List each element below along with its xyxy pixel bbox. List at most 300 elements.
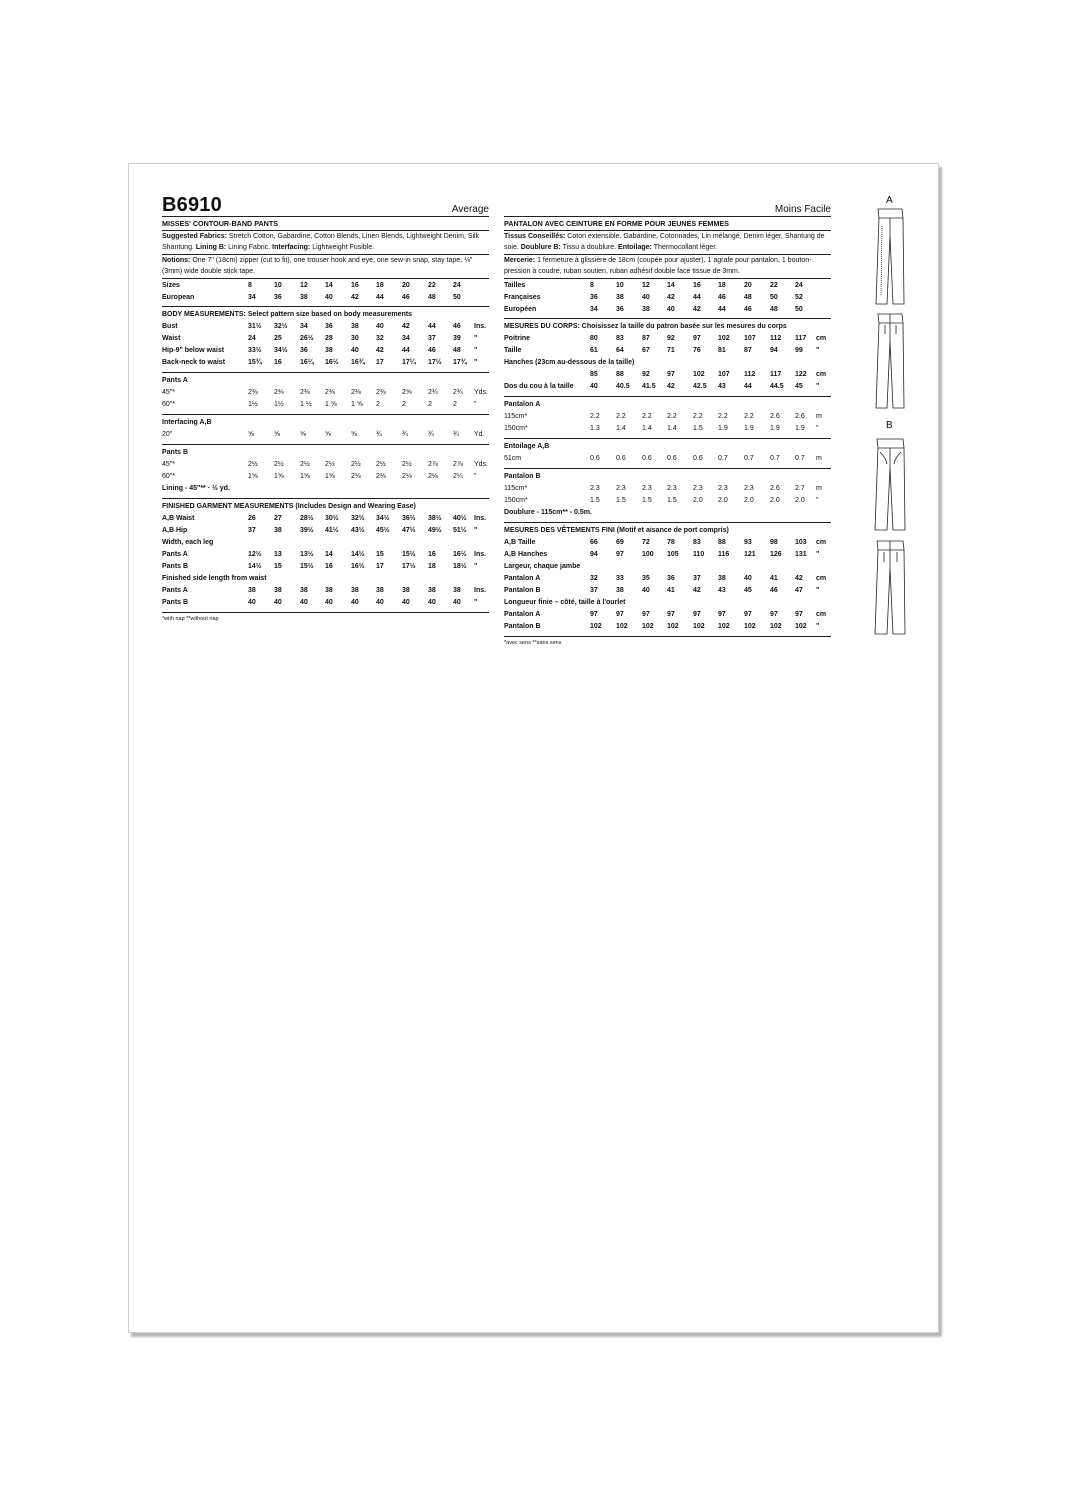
- fabrics-label: Suggested Fabrics:: [162, 233, 227, 240]
- table-cell: 2.2: [616, 413, 626, 420]
- table-row: [504, 333, 831, 345]
- table-cell: 42: [667, 383, 675, 390]
- table-cell: 46: [744, 306, 752, 313]
- unit-label: cm: [816, 611, 827, 618]
- table-cell: 36: [325, 323, 333, 330]
- table-cell: 97: [744, 611, 752, 618]
- table-cell: 1.5: [642, 497, 652, 504]
- table-cell: 97: [693, 611, 701, 618]
- table-cell: 2⅜: [248, 389, 258, 396]
- table-cell: 97: [590, 611, 598, 618]
- table-cell: 87: [642, 335, 650, 342]
- table-cell: 92: [642, 371, 650, 378]
- table-cell: 2¾: [428, 389, 438, 396]
- table-cell: 28: [325, 335, 333, 342]
- table-cell: 2⅝: [402, 389, 412, 396]
- row-label: Waist: [162, 335, 181, 342]
- interfacing-label: Interfacing:: [272, 244, 311, 251]
- unit-label: ": [474, 599, 478, 606]
- table-cell: 2⅞: [453, 461, 463, 468]
- table-row: [504, 609, 831, 621]
- table-cell: 43: [718, 587, 726, 594]
- row-label: European: [162, 294, 195, 301]
- table-cell: 37: [590, 587, 598, 594]
- table-cell: ⅝: [248, 431, 254, 438]
- french-sizes-row: [504, 292, 831, 304]
- table-cell: 32: [590, 575, 598, 582]
- table-cell: 40: [325, 294, 333, 301]
- table-cell: 97: [642, 611, 650, 618]
- table-cell: 102: [693, 371, 705, 378]
- table-row: [504, 537, 831, 549]
- table-cell: 2.0: [770, 497, 780, 504]
- table-cell: 76: [693, 347, 701, 354]
- yardage-section: [162, 373, 489, 499]
- table-row: [162, 513, 489, 525]
- table-cell: 2½: [274, 461, 284, 468]
- table-cell: 1.4: [616, 425, 626, 432]
- yardage-section: [504, 397, 831, 523]
- footnote: *with nap **without nap: [162, 616, 219, 622]
- table-cell: 44: [744, 383, 752, 390]
- yardage-group: [504, 469, 831, 523]
- table-cell: 2⅜: [325, 389, 335, 396]
- table-cell: 10: [616, 282, 624, 289]
- european-row: [504, 304, 831, 316]
- table-cell: 10: [274, 282, 282, 289]
- table-cell: 14: [325, 282, 333, 289]
- unit-label: ": [816, 425, 819, 432]
- table-cell: 14½: [248, 563, 262, 570]
- row-label: 115cm*: [504, 485, 528, 492]
- pattern-title: PANTALON AVEC CEINTURE EN FORME POUR JEUNES FEMMES: [504, 219, 831, 231]
- unit-label: Yds.: [474, 389, 489, 396]
- table-cell: 17½: [402, 563, 416, 570]
- header: [504, 164, 831, 217]
- table-row: [162, 345, 489, 357]
- row-label: Taille: [504, 347, 522, 354]
- table-cell: 35: [642, 575, 650, 582]
- row-label: Dos du cou à la taille: [504, 383, 574, 390]
- table-cell: 48: [453, 347, 461, 354]
- table-cell: 42.5: [693, 383, 707, 390]
- subheading: Longueur finie – côté, taille à l'ourlet: [504, 599, 626, 606]
- row-label: Pants B: [162, 599, 189, 606]
- row-label: Pants A: [162, 551, 188, 558]
- table-row: [162, 597, 489, 609]
- table-cell: 2⅛: [376, 473, 386, 480]
- unit-label: Ins.: [474, 515, 487, 522]
- unit-label: ": [474, 563, 478, 570]
- table-cell: 38: [274, 527, 282, 534]
- table-row: [162, 471, 489, 483]
- table-cell: 37: [248, 527, 256, 534]
- subheading: Finished side length from waist: [162, 575, 267, 582]
- table-cell: 50: [795, 306, 803, 313]
- table-cell: 44: [402, 347, 410, 354]
- row-label: Sizes: [162, 282, 180, 289]
- sizes-row: [162, 280, 489, 292]
- table-cell: 102: [718, 335, 730, 342]
- row-label: Françaises: [504, 294, 541, 301]
- table-cell: 16: [274, 359, 282, 366]
- table-cell: 2½: [248, 461, 258, 468]
- table-cell: 36: [590, 294, 598, 301]
- table-cell: 30: [351, 335, 359, 342]
- table-cell: 40: [376, 323, 384, 330]
- table-cell: 15½: [402, 551, 416, 558]
- unit-label: Ins.: [474, 551, 487, 558]
- unit-label: ": [816, 347, 820, 354]
- table-cell: 37: [693, 575, 701, 582]
- table-cell: 17: [376, 563, 384, 570]
- table-cell: 131: [795, 551, 807, 558]
- table-cell: 105: [667, 551, 679, 558]
- table-cell: 15½: [300, 563, 314, 570]
- table-cell: 46: [770, 587, 778, 594]
- table-cell: 22: [770, 282, 778, 289]
- table-cell: 0.6: [616, 455, 626, 462]
- table-cell: 0.7: [770, 455, 780, 462]
- subheading: Pantalon A: [504, 401, 541, 408]
- table-row: [162, 321, 489, 333]
- table-cell: 102: [718, 623, 730, 630]
- table-cell: 24: [795, 282, 803, 289]
- row-label: A,B Waist: [162, 515, 195, 522]
- table-cell: 126: [770, 551, 782, 558]
- table-cell: 2⅞: [428, 461, 438, 468]
- table-row: [162, 525, 489, 537]
- yardage-group: [504, 439, 831, 469]
- difficulty-level: Moins Facile: [774, 204, 831, 215]
- table-cell: 16: [693, 282, 701, 289]
- table-cell: 97: [616, 611, 624, 618]
- table-cell: 71: [667, 347, 675, 354]
- table-row: [504, 573, 831, 585]
- row-label: 20": [162, 431, 173, 438]
- body-measurements: [504, 319, 831, 397]
- subheading: Pants B: [162, 449, 189, 456]
- table-cell: 0.7: [795, 455, 805, 462]
- table-cell: 112: [770, 335, 782, 342]
- table-cell: 38: [428, 587, 436, 594]
- yardage-group: [504, 397, 831, 439]
- table-cell: 16½: [325, 359, 339, 366]
- table-cell: 2.3: [718, 485, 728, 492]
- lining-text: Lining Fabric.: [228, 244, 271, 251]
- table-cell: 1.5: [590, 497, 600, 504]
- table-cell: 14: [667, 282, 675, 289]
- table-cell: 40: [453, 599, 461, 606]
- table-cell: 16½: [351, 563, 365, 570]
- unit-label: m: [816, 485, 822, 492]
- table-cell: 40: [325, 599, 333, 606]
- table-cell: 2.3: [744, 485, 754, 492]
- table-cell: 41.5: [642, 383, 656, 390]
- table-cell: ¾: [376, 431, 382, 438]
- table-row: [504, 495, 831, 507]
- table-cell: 1⅝: [325, 473, 335, 480]
- table-cell: 38: [325, 347, 333, 354]
- finished-measurements: [162, 499, 489, 613]
- table-cell: 2.3: [667, 485, 677, 492]
- table-cell: 2: [376, 401, 380, 408]
- subheading: Largeur, chaque jambe: [504, 563, 581, 570]
- row-label: A,B Hanches: [504, 551, 548, 558]
- table-cell: 1.9: [718, 425, 728, 432]
- table-cell: 27: [274, 515, 282, 522]
- lining-label: Lining B:: [195, 244, 227, 251]
- table-cell: 2.2: [744, 413, 754, 420]
- table-cell: 2.3: [616, 485, 626, 492]
- table-cell: 38: [300, 587, 308, 594]
- table-cell: 2.6: [770, 413, 780, 420]
- unit-label: cm: [816, 539, 827, 546]
- table-cell: 2⅛: [402, 473, 412, 480]
- table-cell: 2⅜: [351, 389, 361, 396]
- table-cell: 18: [376, 282, 384, 289]
- table-cell: 2½: [351, 461, 361, 468]
- subheading: Interfacing A,B: [162, 419, 212, 426]
- table-cell: 15¾: [248, 359, 262, 366]
- table-cell: 83: [693, 539, 701, 546]
- body-rows: [162, 321, 489, 369]
- table-row: [504, 345, 831, 357]
- table-cell: 102: [667, 623, 679, 630]
- table-row: [504, 453, 831, 465]
- table-cell: 61: [590, 347, 598, 354]
- table-cell: 25: [274, 335, 282, 342]
- difficulty-level: Average: [451, 204, 489, 215]
- table-cell: 1.9: [795, 425, 805, 432]
- unit-label: ": [474, 359, 478, 366]
- row-label: Pantalon A: [504, 575, 541, 582]
- table-cell: 52: [795, 294, 803, 301]
- technical-drawings: [866, 196, 916, 646]
- notions-text: One 7" (18cm) zipper (cut to fit), one trouser hook and eye, one sew-in snap, stay tape, ⅛" (3mm) wide double stick tape.: [162, 257, 473, 275]
- table-cell: 28½: [300, 515, 314, 522]
- yardage-group: [162, 445, 489, 499]
- table-cell: 36: [667, 575, 675, 582]
- table-cell: 100: [642, 551, 654, 558]
- table-cell: 40: [428, 599, 436, 606]
- table-cell: 81: [718, 347, 726, 354]
- table-cell: 48: [770, 306, 778, 313]
- unit-label: ": [816, 383, 820, 390]
- table-cell: 34: [248, 294, 256, 301]
- table-cell: 94: [590, 551, 598, 558]
- table-cell: 87: [744, 347, 752, 354]
- view-b-front-drawing: [875, 439, 905, 530]
- table-cell: 39½: [300, 527, 314, 534]
- size-table: [504, 279, 831, 319]
- table-cell: 26: [248, 515, 256, 522]
- table-cell: 1.5: [616, 497, 626, 504]
- row-label: Européen: [504, 306, 537, 313]
- subheading: Entoilage A,B: [504, 443, 550, 450]
- row-label: 60"*: [162, 473, 175, 480]
- view-a-front-drawing: [876, 209, 904, 304]
- table-cell: 16: [428, 551, 436, 558]
- table-cell: 40: [351, 599, 359, 606]
- table-cell: 0.6: [642, 455, 652, 462]
- table-cell: 38: [325, 587, 333, 594]
- table-cell: 112: [744, 371, 756, 378]
- table-cell: 2.6: [770, 485, 780, 492]
- table-cell: 2.3: [693, 485, 703, 492]
- table-cell: 97: [667, 371, 675, 378]
- table-cell: 44: [718, 306, 726, 313]
- view-a-back-drawing: [876, 314, 904, 408]
- unit-label: cm: [816, 335, 827, 342]
- table-cell: 20: [744, 282, 752, 289]
- table-cell: 38: [300, 294, 308, 301]
- table-cell: 85: [590, 371, 598, 378]
- table-cell: 102: [616, 623, 628, 630]
- row-label: Back-neck to waist: [162, 359, 226, 366]
- table-cell: 72: [642, 539, 650, 546]
- table-cell: 1⅝: [300, 473, 310, 480]
- table-cell: 16¼: [300, 359, 314, 366]
- table-cell: 16: [351, 282, 359, 289]
- table-cell: 2.3: [590, 485, 600, 492]
- table-cell: 40: [642, 587, 650, 594]
- table-cell: 92: [667, 335, 675, 342]
- table-cell: 45½: [376, 527, 390, 534]
- table-cell: 1 ½: [300, 401, 312, 408]
- fabrics-paragraph: [504, 231, 831, 255]
- table-cell: 0.6: [693, 455, 703, 462]
- unit-label: ": [816, 623, 820, 630]
- table-cell: 1 ⅝: [351, 401, 363, 408]
- body-measurements-heading: MESURES DU CORPS: Choisissez la taille du patron basée sur les mesures du corps: [504, 323, 787, 330]
- table-row: [162, 399, 489, 411]
- notions-label: Mercerie:: [504, 257, 536, 264]
- table-cell: 97: [718, 611, 726, 618]
- table-cell: 107: [718, 371, 730, 378]
- table-cell: 67: [642, 347, 650, 354]
- table-cell: 97: [795, 611, 803, 618]
- table-cell: 46: [402, 294, 410, 301]
- lining-yardage-note: Lining - 45"** · ½ yd.: [162, 485, 230, 492]
- table-cell: 41: [770, 575, 778, 582]
- table-row: [162, 429, 489, 441]
- table-cell: 51½: [453, 527, 467, 534]
- notions-paragraph: [504, 255, 831, 279]
- table-cell: 44: [376, 294, 384, 301]
- table-cell: 40: [351, 347, 359, 354]
- header: [162, 164, 489, 217]
- table-cell: 2⅜: [274, 389, 284, 396]
- table-cell: 102: [642, 623, 654, 630]
- row-label: Pants B: [162, 563, 189, 570]
- table-cell: 97: [667, 611, 675, 618]
- table-cell: 1.3: [590, 425, 600, 432]
- table-cell: 2.0: [795, 497, 805, 504]
- row-label: Pants A: [162, 587, 188, 594]
- unit-label: ": [474, 347, 478, 354]
- table-cell: 48: [744, 294, 752, 301]
- table-cell: 1.4: [667, 425, 677, 432]
- yardage-group: [162, 415, 489, 445]
- table-cell: ¾: [453, 431, 459, 438]
- table-cell: 102: [693, 623, 705, 630]
- unit-label: ": [474, 401, 477, 408]
- table-cell: 13½: [300, 551, 314, 558]
- table-cell: 102: [795, 623, 807, 630]
- table-cell: 39: [453, 335, 461, 342]
- table-cell: 14: [325, 551, 333, 558]
- table-cell: 2: [428, 401, 432, 408]
- table-cell: 110: [693, 551, 705, 558]
- unit-label: ": [474, 335, 478, 342]
- table-cell: 47½: [402, 527, 416, 534]
- table-cell: 42: [402, 323, 410, 330]
- table-cell: ⅝: [351, 431, 357, 438]
- row-label: Poitrine: [504, 335, 531, 342]
- table-cell: 78: [667, 539, 675, 546]
- table-cell: 2⅛: [428, 473, 438, 480]
- table-cell: 33: [616, 575, 624, 582]
- table-row: [162, 561, 489, 573]
- table-cell: 36½: [402, 515, 416, 522]
- table-row: [162, 387, 489, 399]
- table-cell: 40: [376, 599, 384, 606]
- table-cell: 16: [325, 563, 333, 570]
- table-cell: 0.6: [667, 455, 677, 462]
- table-cell: 102: [744, 623, 756, 630]
- table-cell: 20: [402, 282, 410, 289]
- table-cell: 17¼: [402, 359, 416, 366]
- table-cell: 40: [248, 599, 256, 606]
- table-cell: 1 ⅝: [325, 401, 337, 408]
- table-cell: 1⅝: [248, 473, 258, 480]
- table-cell: 2.7: [795, 485, 805, 492]
- table-cell: 2.6: [795, 413, 805, 420]
- row-label: 115cm*: [504, 413, 528, 420]
- table-cell: ⅝: [274, 431, 280, 438]
- table-cell: 18: [428, 563, 436, 570]
- table-cell: 2.2: [590, 413, 600, 420]
- row-label: 60"*: [162, 401, 175, 408]
- table-cell: 2⅛: [351, 473, 361, 480]
- lining-yardage-note: Doublure - 115cm** - 0.5m.: [504, 509, 592, 516]
- table-row: [162, 333, 489, 345]
- table-cell: 17¾: [453, 359, 467, 366]
- view-b-back-drawing: [875, 541, 905, 634]
- table-cell: 32½: [351, 515, 365, 522]
- fabrics-text: Coton extensible, Gabardine, Cotonnades, Lin mélangé, Denim léger, Shantung de soie.: [504, 233, 825, 251]
- table-cell: 0.6: [590, 455, 600, 462]
- unit-label: Ins.: [474, 587, 487, 594]
- row-label: Pantalon A: [504, 611, 541, 618]
- pattern-number: B6910: [162, 194, 222, 216]
- finished-measurements-heading: MESURES DES VÊTEMENTS FINI (Motif et aisance de port compris): [504, 527, 729, 534]
- lining-label: Doublure B:: [520, 244, 561, 251]
- unit-label: cm: [816, 371, 827, 378]
- sizes-row: [504, 280, 831, 292]
- table-cell: 14½: [351, 551, 365, 558]
- table-cell: 49½: [428, 527, 442, 534]
- table-cell: 40: [300, 599, 308, 606]
- table-cell: 107: [744, 335, 756, 342]
- table-cell: 17: [376, 359, 384, 366]
- table-cell: 2½: [325, 461, 335, 468]
- table-cell: ⅝: [300, 431, 306, 438]
- table-cell: 38: [274, 587, 282, 594]
- table-cell: 34: [300, 323, 308, 330]
- row-label: 150cm*: [504, 497, 528, 504]
